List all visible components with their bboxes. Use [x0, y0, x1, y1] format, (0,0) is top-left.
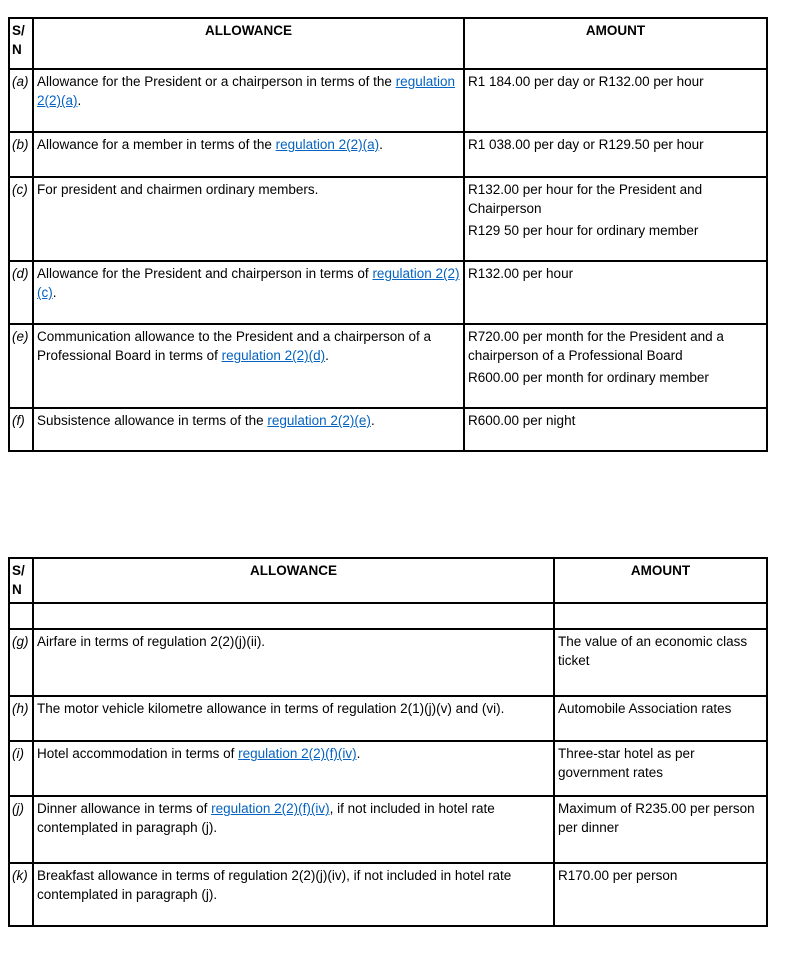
amount-text: R1 038.00 per day or R129.50 per hour — [468, 137, 704, 152]
regulation-link[interactable]: regulation 2(2)(e) — [267, 413, 371, 428]
allowance-text: Subsistence allowance in terms of the — [37, 413, 268, 428]
allowance-table-2 — [8, 557, 768, 927]
amount-text: Maximum of R235.00 per person per dinner — [558, 801, 755, 835]
allowance-text: Allowance for the President and chairperson in terms of — [37, 266, 373, 281]
amount-cell — [554, 603, 767, 629]
row-serial: (g) — [9, 629, 33, 696]
amount-cell — [464, 261, 767, 324]
amount-cell — [464, 177, 767, 261]
row-serial: (i) — [9, 741, 33, 796]
amount-text: R132.00 per hour for the President and Chairperson — [468, 182, 703, 216]
table-row — [9, 69, 767, 132]
allowance-table-1 — [8, 17, 768, 452]
column-header-amount: AMOUNT — [464, 18, 767, 69]
amount-cell — [554, 741, 767, 796]
row-serial: (d) — [9, 261, 33, 324]
table-row — [9, 629, 767, 696]
table-row — [9, 696, 767, 741]
column-header-sn: S/N — [9, 18, 33, 69]
allowance-text: . — [356, 746, 361, 761]
amount-text: R1 184.00 per day or R132.00 per hour — [468, 74, 704, 89]
allowance-text: Breakfast allowance in terms of regulation 2(2)(j)(iv), if not included in hotel rate contemplated in paragraph (j). — [37, 868, 512, 902]
allowance-cell — [33, 408, 464, 451]
allowance-text: Airfare in terms of regulation 2(2)(j)(ii). — [37, 634, 266, 649]
allowance-text: Communication allowance to the President and a chairperson of a Professional Board in terms of — [37, 329, 431, 363]
table-row — [9, 261, 767, 324]
amount-cell — [554, 863, 767, 926]
allowance-cell — [33, 603, 554, 629]
allowance-text: . — [325, 348, 329, 363]
column-header-sn: S/N — [9, 558, 33, 603]
table-row — [9, 603, 767, 629]
table-row — [9, 741, 767, 796]
amount-text: R720.00 per month for the President and a chairperson of a Professional Board — [468, 329, 724, 363]
allowance-text: . — [370, 413, 375, 428]
amount-cell — [554, 629, 767, 696]
column-header-allowance: ALLOWANCE — [33, 18, 464, 69]
amount-text: R129 50 per hour for ordinary member — [468, 223, 699, 238]
allowance-text: The motor vehicle kilometre allowance in terms of regulation 2(1)(j)(v) and (vi). — [37, 701, 505, 716]
allowance-cell — [33, 863, 554, 926]
allowance-cell — [33, 629, 554, 696]
allowance-text: Allowance for the President or a chairperson in terms of the — [37, 74, 396, 89]
allowance-cell — [33, 796, 554, 863]
amount-text: R600.00 per night — [468, 413, 576, 428]
allowance-text: For president and chairmen ordinary members. — [37, 182, 319, 197]
row-serial: (a) — [9, 69, 33, 132]
regulation-link[interactable]: regulation 2(2)(f)(iv) — [238, 746, 357, 761]
table-header-row — [9, 18, 767, 69]
table-row — [9, 863, 767, 926]
amount-text: Three-star hotel as per government rates — [558, 746, 695, 780]
allowance-cell — [33, 261, 464, 324]
allowance-cell — [33, 696, 554, 741]
allowance-text: . — [379, 137, 383, 152]
amount-text: Automobile Association rates — [558, 701, 732, 716]
row-serial — [9, 603, 33, 629]
allowance-cell — [33, 177, 464, 261]
row-serial: (e) — [9, 324, 33, 408]
amount-cell — [464, 69, 767, 132]
allowance-cell — [33, 741, 554, 796]
amount-cell — [464, 408, 767, 451]
regulation-link[interactable]: regulation 2(2)(a) — [275, 137, 380, 152]
regulation-link[interactable]: regulation 2(2)(f)(iv) — [211, 801, 330, 816]
table-header-row — [9, 558, 767, 603]
amount-text: R132.00 per hour — [468, 266, 574, 281]
amount-cell — [464, 324, 767, 408]
amount-cell — [554, 696, 767, 741]
amount-cell — [554, 796, 767, 863]
allowance-text: Dinner allowance in terms of — [37, 801, 212, 816]
row-serial: (b) — [9, 132, 33, 177]
table-row — [9, 177, 767, 261]
allowance-text: . — [52, 285, 57, 300]
row-serial: (c) — [9, 177, 33, 261]
row-serial: (j) — [9, 796, 33, 863]
amount-text: R600.00 per month for ordinary member — [468, 370, 709, 385]
regulation-link[interactable]: regulation 2(2)(d) — [221, 348, 326, 363]
amount-cell — [464, 132, 767, 177]
row-serial: (h) — [9, 696, 33, 741]
regulation-link[interactable]: regulation 2(2)(a) — [37, 74, 455, 108]
row-serial: (f) — [9, 408, 33, 451]
column-header-allowance: ALLOWANCE — [33, 558, 554, 603]
table-row — [9, 132, 767, 177]
column-header-amount: AMOUNT — [554, 558, 767, 603]
amount-text: R170.00 per person — [558, 868, 678, 883]
allowance-cell — [33, 69, 464, 132]
regulation-link[interactable]: regulation 2(2)(c) — [37, 266, 460, 300]
allowance-cell — [33, 132, 464, 177]
table-row — [9, 796, 767, 863]
row-serial: (k) — [9, 863, 33, 926]
allowance-text: Allowance for a member in terms of the — [37, 137, 276, 152]
amount-text: The value of an economic class ticket — [558, 634, 748, 668]
allowance-text: , if not included in hotel rate contemplated in paragraph (j). — [37, 801, 495, 835]
allowance-cell — [33, 324, 464, 408]
table-row — [9, 408, 767, 451]
allowance-text: Hotel accommodation in terms of — [37, 746, 239, 761]
allowance-text: . — [77, 93, 82, 108]
table-row — [9, 324, 767, 408]
